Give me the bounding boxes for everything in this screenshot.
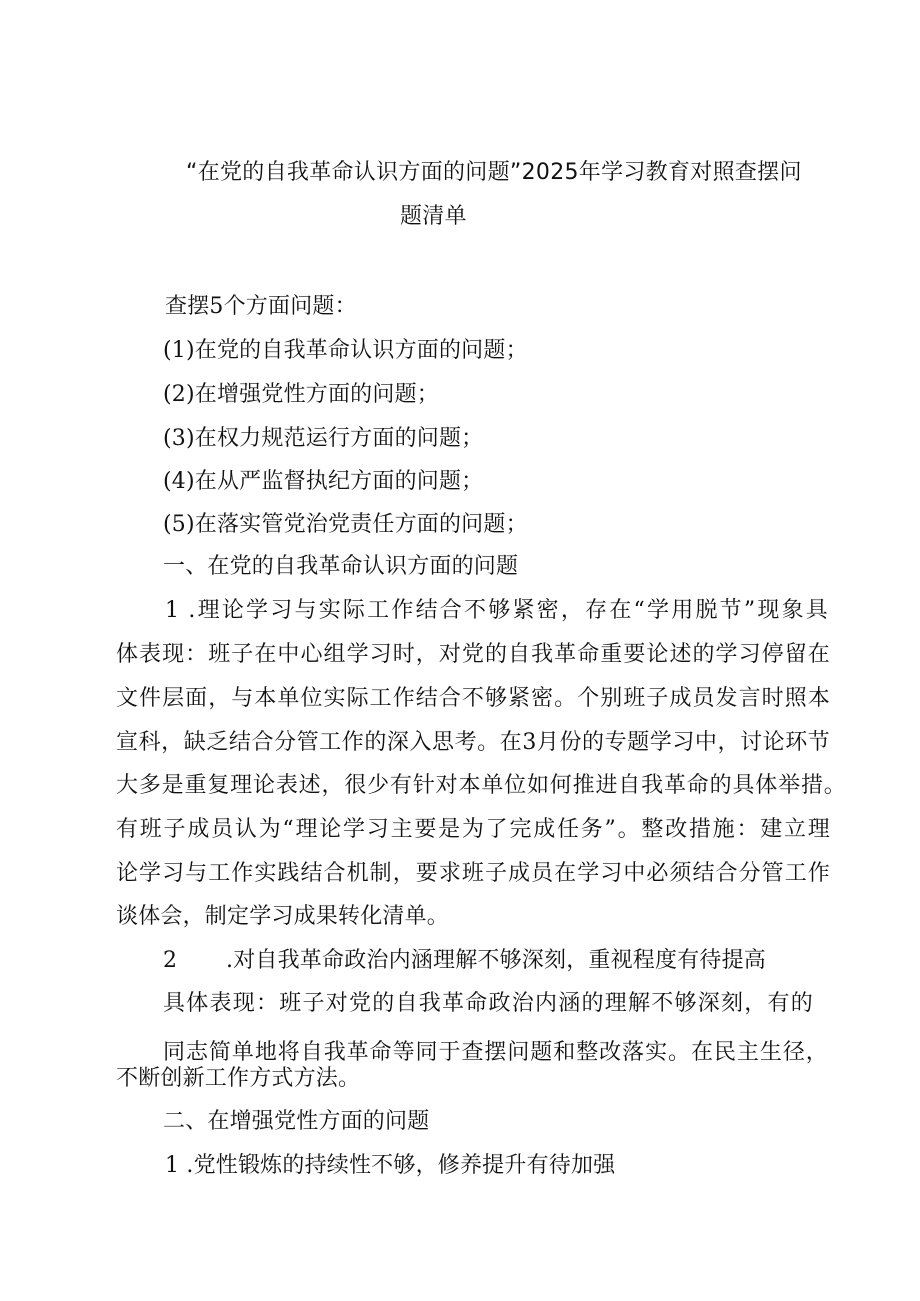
intro-item-1: (1)在党的自我革命认识方面的问题；: [163, 338, 528, 363]
section-1-p2-line-2: 同志简单地将自我革命等同于查摆问题和整改落实。在民主生径，: [163, 1040, 828, 1065]
intro-lead: 查摆5个方面问题：: [165, 294, 357, 319]
title-line-1: “在党的自我革命认识方面的问题”2025年学习教育对照查摆问: [186, 160, 802, 185]
intro-item-2: (2)在增强党性方面的问题；: [163, 382, 439, 407]
section-1-p2-line-3: 不断创新工作方式方法。: [116, 1066, 361, 1091]
section-1-p1-line-5: 大多是重复理论表述，很少有针对本单位如何推进自我革命的具体举措。: [116, 773, 846, 798]
section-2-p1-title: 1 .党性锻炼的持续性不够，修养提升有待加强: [165, 1153, 616, 1178]
section-1-p1-line-2: 体表现：班子在中心组学习时，对党的自我革命重要论述的学习停留在: [116, 642, 830, 667]
title-line-2: 题清单: [400, 204, 467, 229]
section-1-p1-line-6: 有班子成员认为“理论学习主要是为了完成任务”。整改措施：建立理: [116, 817, 830, 842]
section-1-p1-line-7: 论学习与工作实践结合机制，要求班子成员在学习中必须结合分管工作: [116, 861, 830, 886]
section-1-p2-number: 2: [163, 948, 178, 973]
section-1-p2-line-1: 具体表现：班子对党的自我革命政治内涵的理解不够深刻，有的: [163, 991, 813, 1016]
intro-item-4: (4)在从严监督执纪方面的问题；: [163, 469, 484, 494]
section-1-heading: 一、在党的自我革命认识方面的问题: [163, 554, 519, 579]
intro-item-3: (3)在权力规范运行方面的问题；: [163, 426, 484, 451]
section-1-p2-title: .对自我革命政治内涵理解不够深刻，重视程度有待提高: [226, 948, 766, 973]
section-1-p1-line-1: 1 .理论学习与实际工作结合不够紧密，存在“学用脱节”现象具: [165, 598, 828, 623]
section-1-p1-line-8: 谈体会，制定学习成果转化清单。: [116, 904, 450, 929]
section-2-heading: 二、在增强党性方面的问题: [163, 1109, 430, 1134]
intro-item-5: (5)在落实管党治党责任方面的问题；: [163, 512, 528, 537]
section-1-p1-line-3: 文件层面，与本单位实际工作结合不够紧密。个别班子成员发言时照本: [116, 686, 830, 711]
section-1-p1-line-4: 宣科，缺乏结合分管工作的深入思考。在3月份的专题学习中，讨论环节: [116, 730, 830, 755]
